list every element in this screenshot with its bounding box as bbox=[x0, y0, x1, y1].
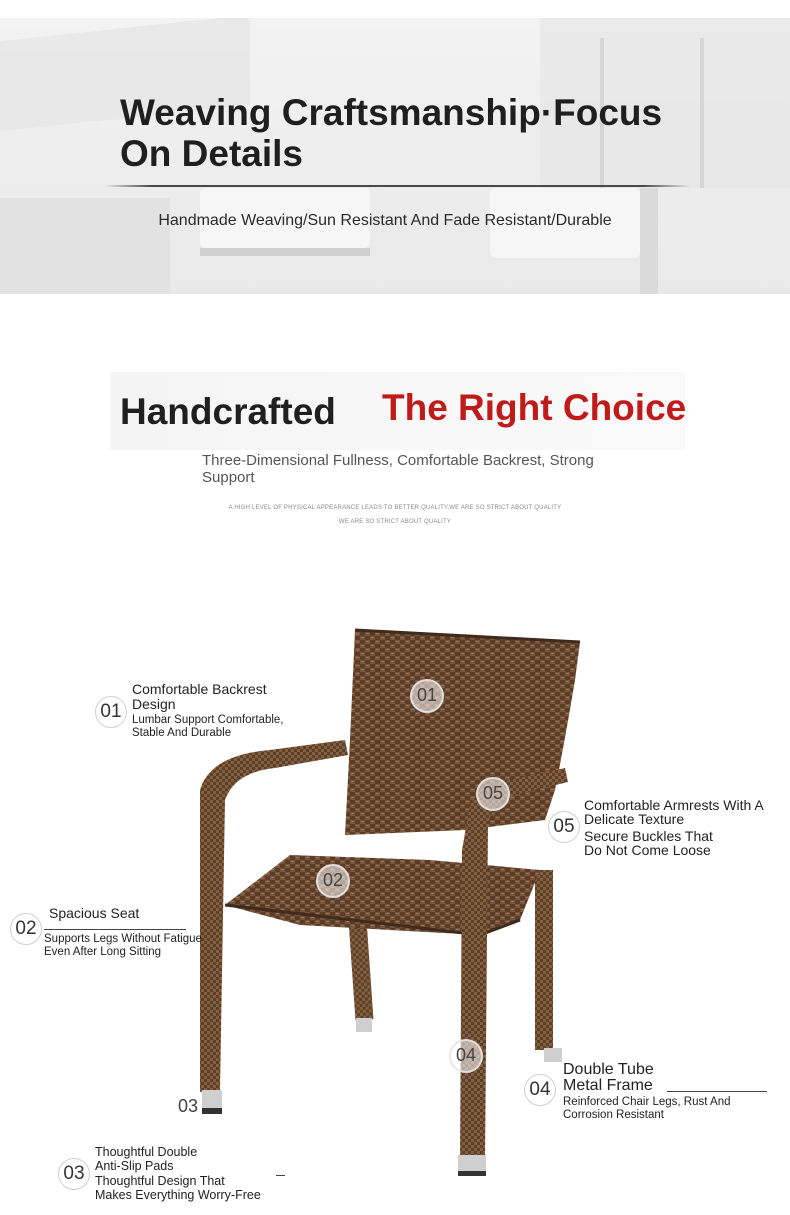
feature-04-title-2: Metal Frame bbox=[563, 1077, 653, 1094]
feature-03-title-2: Anti-Slip Pads bbox=[95, 1159, 174, 1173]
feature-02-underline bbox=[44, 929, 186, 930]
quality-tagline: A HIGH LEVEL OF PHYSICAL APPEARANCE LEADS TO BETTER QUALITY,WE ARE SO STRICT ABOUT QUALITY bbox=[228, 505, 562, 511]
quality-tagline-secondary: WE ARE SO STRICT ABOUT QUALITY bbox=[338, 519, 452, 525]
chair-marker-03: 03 bbox=[177, 1096, 199, 1116]
feature-04-title-1: Double Tube bbox=[563, 1061, 654, 1078]
feature-04-description-1: Reinforced Chair Legs, Rust And bbox=[563, 1096, 731, 1108]
feature-01-title: Comfortable Backrest Design bbox=[132, 681, 267, 712]
feature-05-number: 05 bbox=[548, 811, 580, 843]
feature-03-number: 03 bbox=[58, 1158, 90, 1190]
hero-banner bbox=[0, 18, 790, 294]
feature-05-title-1: Comfortable Armrests With A bbox=[584, 797, 764, 813]
feature-02-description-2: Even After Long Sitting bbox=[44, 946, 161, 958]
feature-05-description-2: Do Not Come Loose bbox=[584, 842, 711, 858]
feature-04-underline bbox=[667, 1091, 767, 1092]
chair-marker-04: 04 bbox=[449, 1039, 483, 1073]
chair-marker-01: 01 bbox=[410, 679, 444, 713]
feature-05-title-2: Delicate Texture bbox=[584, 811, 685, 827]
heading-description: Three-Dimensional Fullness, Comfortable Backrest, Strong Support bbox=[202, 452, 594, 486]
heading-right-choice: The Right Choice bbox=[382, 387, 687, 428]
feature-01-description: Lumbar Support Comfortable, Stable And Durable bbox=[132, 714, 284, 739]
feature-03-description-1: Thoughtful Design That bbox=[95, 1174, 225, 1188]
feature-02-title: Spacious Seat bbox=[49, 905, 140, 921]
feature-03-title-1: Thoughtful Double bbox=[95, 1145, 198, 1159]
feature-05-description-1: Secure Buckles That bbox=[584, 828, 713, 844]
chair-marker-05: 05 bbox=[476, 777, 510, 811]
banner-title: Weaving Craftsmanship·Focus On Details bbox=[120, 92, 663, 174]
feature-03-description-2: Makes Everything Worry-Free bbox=[95, 1188, 261, 1202]
feature-02-description-1: Supports Legs Without Fatigue bbox=[44, 933, 202, 945]
chair-marker-02: 02 bbox=[316, 864, 350, 898]
banner-divider bbox=[104, 185, 690, 187]
feature-01-number: 01 bbox=[95, 696, 127, 728]
feature-02-number: 02 bbox=[10, 913, 42, 945]
heading-handcrafted: Handcrafted bbox=[120, 391, 336, 432]
feature-03-dash bbox=[276, 1175, 285, 1176]
banner-subtitle: Handmade Weaving/Sun Resistant And Fade Resistant/Durable bbox=[158, 212, 612, 229]
feature-04-number: 04 bbox=[524, 1074, 556, 1106]
feature-04-description-2: Corrosion Resistant bbox=[563, 1109, 664, 1121]
